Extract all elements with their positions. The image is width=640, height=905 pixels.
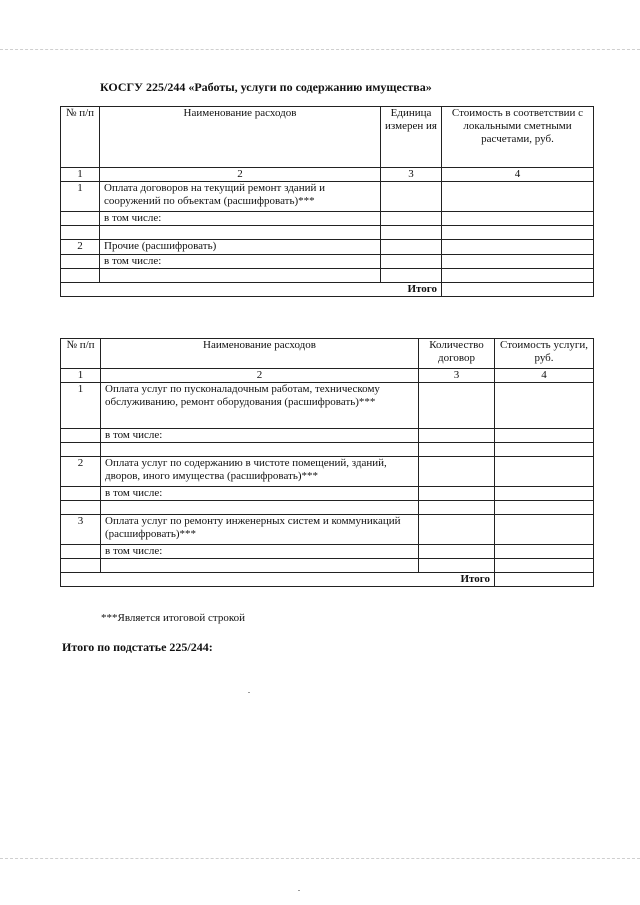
table-row — [61, 443, 594, 457]
works-table — [60, 106, 594, 297]
row-unit — [381, 226, 442, 240]
row-num: 2 — [61, 457, 101, 487]
row-count — [419, 515, 495, 545]
table-row — [61, 182, 594, 212]
row-unit — [381, 182, 442, 212]
row-cost — [495, 457, 594, 487]
table-row — [61, 212, 594, 226]
row-num — [61, 545, 101, 559]
header-cost: Стоимость услуги, руб. — [495, 339, 594, 369]
row-name: Оплата услуг по содержанию в чистоте помещений, зданий, дворов, иного имущества (расшифровать)*** — [101, 457, 419, 487]
row-name — [101, 501, 419, 515]
row-num — [61, 212, 100, 226]
col-number: 3 — [381, 168, 442, 182]
row-cost — [495, 559, 594, 573]
row-name: Прочие (расшифровать) — [100, 240, 381, 255]
scan-dot — [248, 692, 250, 693]
scan-artifact-bottom — [0, 858, 640, 859]
row-unit — [381, 212, 442, 226]
row-cost — [495, 501, 594, 515]
table-row — [61, 429, 594, 443]
row-count — [419, 457, 495, 487]
row-cost — [495, 443, 594, 457]
row-cost — [442, 212, 594, 226]
row-num — [61, 429, 101, 443]
table-row — [61, 226, 594, 240]
row-cost — [495, 515, 594, 545]
row-subtitle: в том числе: — [101, 429, 419, 443]
row-count — [419, 545, 495, 559]
col-number: 2 — [101, 369, 419, 383]
row-num — [61, 487, 101, 501]
total-label: Итого — [61, 283, 442, 297]
row-name: Оплата услуг по ремонту инженерных систем и коммуникаций (расшифровать)*** — [101, 515, 419, 545]
row-cost — [495, 545, 594, 559]
header-name: Наименование расходов — [101, 339, 419, 369]
column-number-row — [61, 369, 594, 383]
row-num: 3 — [61, 515, 101, 545]
row-count — [419, 429, 495, 443]
row-subtitle: в том числе: — [100, 212, 381, 226]
row-num — [61, 226, 100, 240]
row-cost — [442, 182, 594, 212]
row-unit — [381, 240, 442, 255]
table-row — [61, 269, 594, 283]
row-num: 1 — [61, 383, 101, 429]
header-row — [61, 339, 594, 369]
row-name: Оплата услуг по пусконаладочным работам, техническому обслуживанию, ремонт оборудования (расшифровать)*** — [101, 383, 419, 429]
header-num: № п/п — [61, 107, 100, 168]
row-unit — [381, 269, 442, 283]
row-name: Оплата договоров на текущий ремонт зданий и сооружений по объектам (расшифровать)*** — [100, 182, 381, 212]
row-cost — [442, 226, 594, 240]
header-cost: Стоимость в соответствии с локальными сметными расчетами, руб. — [442, 107, 594, 168]
table-row — [61, 515, 594, 545]
row-count — [419, 501, 495, 515]
col-number: 1 — [61, 168, 100, 182]
table-row — [61, 559, 594, 573]
header-row — [61, 107, 594, 168]
header-num: № п/п — [61, 339, 101, 369]
row-num — [61, 559, 101, 573]
row-subtitle: в том числе: — [100, 255, 381, 269]
scan-dot — [298, 890, 300, 891]
row-cost — [495, 383, 594, 429]
table-row — [61, 457, 594, 487]
row-count — [419, 487, 495, 501]
col-number: 3 — [419, 369, 495, 383]
row-num — [61, 269, 100, 283]
col-number: 4 — [442, 168, 594, 182]
row-count — [419, 383, 495, 429]
services-table — [60, 338, 594, 587]
table-row — [61, 501, 594, 515]
row-name — [101, 443, 419, 457]
table-row — [61, 545, 594, 559]
footnote: ***Является итоговой строкой — [101, 612, 245, 624]
total-value — [442, 283, 594, 297]
row-cost — [442, 255, 594, 269]
col-number: 2 — [100, 168, 381, 182]
table-row — [61, 383, 594, 429]
row-num: 2 — [61, 240, 100, 255]
table-row — [61, 255, 594, 269]
row-count — [419, 443, 495, 457]
row-count — [419, 559, 495, 573]
table-row — [61, 487, 594, 501]
row-cost — [495, 429, 594, 443]
row-cost — [495, 487, 594, 501]
row-cost — [442, 240, 594, 255]
header-count: Количество договор — [419, 339, 495, 369]
total-label: Итого — [61, 573, 495, 587]
header-name: Наименование расходов — [100, 107, 381, 168]
row-cost — [442, 269, 594, 283]
row-subtitle: в том числе: — [101, 487, 419, 501]
row-num — [61, 443, 101, 457]
row-subtitle: в том числе: — [101, 545, 419, 559]
col-number: 4 — [495, 369, 594, 383]
scan-artifact-top — [0, 49, 640, 50]
section-heading: КОСГУ 225/244 «Работы, услуги по содержанию имущества» — [100, 80, 432, 94]
total-row — [61, 573, 594, 587]
row-num — [61, 501, 101, 515]
table-row — [61, 240, 594, 255]
row-num — [61, 255, 100, 269]
subarticle-total: Итого по подстатье 225/244: — [62, 640, 213, 654]
row-name — [100, 269, 381, 283]
column-number-row — [61, 168, 594, 182]
col-number: 1 — [61, 369, 101, 383]
row-name — [101, 559, 419, 573]
total-row — [61, 283, 594, 297]
header-unit: Единица измерен ия — [381, 107, 442, 168]
row-unit — [381, 255, 442, 269]
row-num: 1 — [61, 182, 100, 212]
total-value — [495, 573, 594, 587]
row-name — [100, 226, 381, 240]
